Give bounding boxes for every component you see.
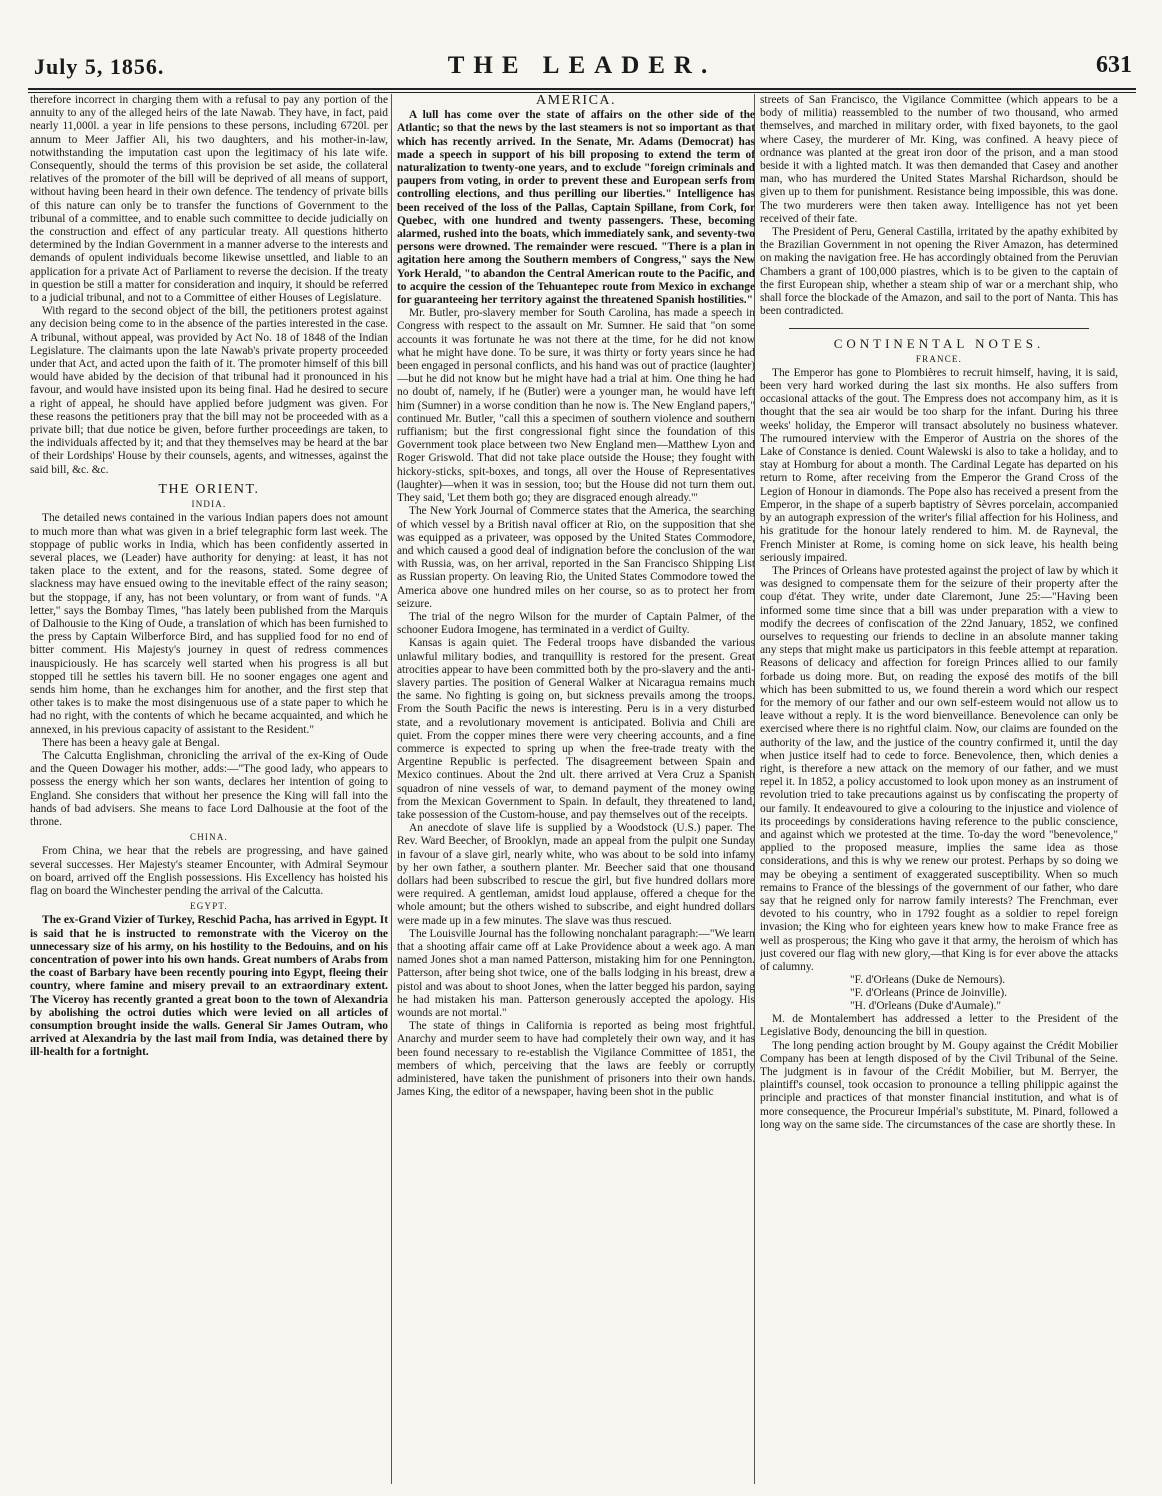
article-paragraph: With regard to the second object of the bill, the petitioners protest against any decision being come to in the absence of the parties interested in the case. A tribunal, without appeal, was provided by Act No. 18 of 1848 of the Indian Legislature. The claimants upon the late Nawab's private property proceeded under that Act, and acted upon the faith of it. The promoter himself of this bill would have abided by the decision of that tribunal had it pronounced in his favour, and would have insisted upon its being final. Had he desired to secure a right of appeal, he should have applied before judgment was given. For these reasons the petitioners pray that the bill may not be proceeded with as a private bill; that due notice be given, before further proceedings are taken, to the individuals affected by it; and that they themselves may be heard at the bar of their Lordships' House by their counsels, agents, and witnesses, against the said bill, &c. &c. (30, 305, 388, 476)
article-paragraph: The ex-Grand Vizier of Turkey, Reschid Pacha, has arrived in Egypt. It is said that he is instructed to remonstrate with the Viceroy on the unnecessary size of his army, on his hostility to the Bedouins, and on his concentration of power into his own hands. Great numbers of Arabs from the coast of Barbary have been recently pouring into Egypt, fleeing their country, where famine and misery prevail to an extraordinary extent. The Viceroy has recently granted a great boon to the town of Alexandria by abolishing the octroi duties which were levied on all articles of consumption brought inside the walls. General Sir James Outram, who arrived at Alexandria by the last mail from India, was detained there by ill-health for a fortnight. (30, 914, 388, 1059)
article-paragraph: The Louisville Journal has the following nonchalant paragraph:—"We learn that a shooting affair came off at Lake Providence about a week ago. A man named Jones shot a man named Patterson, mistaking him for one Pennington. Patterson, after being shot twice, one of the balls lodging in his breast, drew a pistol and was about to shoot Jones, when the latter begged his pardon, saying he had mistaken his man. Patterson generously accepted the apology. His wounds are not mortal." (397, 927, 755, 1020)
article-paragraph: The New York Journal of Commerce states that the America, the searching of which vessel by a British naval officer at Rio, on the supposition that she was equipped as a privateer, was opposed by the United States Commodore, and which caused a good deal of indignation before the conclusion of the war with Russia, was, on her arrival, reported in the San Francisco Shipping List as Russian property. On leaving Rio, the United States Commodore towed the America above one hundred miles on her course, so as to protect her from seizure. (397, 505, 755, 610)
column-right (760, 94, 1118, 1492)
section-heading-continental: CONTINENTAL NOTES. (833, 336, 1045, 352)
masthead-rule (28, 88, 1136, 90)
article-paragraph: The trial of the negro Wilson for the murder of Captain Palmer, of the schooner Eudora Imogene, has terminated in a verdict of Guilty. (397, 610, 755, 637)
signature-line: "H. d'Orleans (Duke d'Aumale)." (850, 1000, 1001, 1013)
article-paragraph: The Princes of Orleans have protested against the project of law by which it was designed to compensate them for the seizure of their property after the coup d'état. They write, under date Claremont, June 25:—"Having been informed some time since that a bill was under preparation with a view to modify the decrees of confiscation of the 22nd January, 1852, we confined ourselves to requesting our friends to decline in an absolute manner taking any steps that might make us participators in this feeble attempt at reparation. Reasons of delicacy and affection for foreign Princes allied to our family forbade us doing more. But, on reading the exposé des motifs of the bill which has been submitted to us, we found therein a word which our respect for the memory of our father and our own self-esteem would not allow us to leave without a reply. It is the word bienveillance. Benevolence can only be exercised where there is no rightful claim. Now, our claims are founded on the authority of the law, and the justice of the country confirmed it, until the day when justice itself had to cede to force. Benevolence, then, which denies a right, is therefore a new attack on the memory of our father, and we must repel it. In 1852, a policy accustomed to look upon money as an instrument of revolution tried to take precautions against us by confiscating the property of our family. It endeavoured to give a colouring to the injustice and violence of its proceedings by considerations having reference to the public conscience, and against which we protested at the time. To-day the word "benevolence," applied to the proposed measure, implies the same idea as those considerations, and this is why we renew our protest. Perhaps by so doing we may be obeying a sentiment of exaggerated susceptibility. When so much remains to France of the blessings of the government of our father, who dare say that he reigned only for narrow family interests? The Frenchman, ever devoted to his country, who in 1792 fought as a soldier to repel foreign invasion; the King who for eighteen years knew how to make France free as well as prosperous; the King who gave it that army, the heroism of which has just covered our flag with new glory,—that King is for ever above the attacks of calumny. (760, 564, 1118, 973)
signature-line: "F. d'Orleans (Prince de Joinville). (850, 987, 1007, 1000)
signature-line: "F. d'Orleans (Duke de Nemours). (850, 974, 1006, 987)
issue-date: July 5, 1856. (34, 54, 165, 79)
section-divider (789, 328, 1089, 329)
article-paragraph: therefore incorrect in charging them with a refusal to pay any portion of the annuity to any of the alleged heirs of the late Nawab. They have, in fact, paid nearly 11,000l. a year in life pensions to these persons, including 6720l. per annum to Meer Jaffier Ali, his two daughters, and his mother-in-law, notwithstanding the imputation cast upon the legitimacy of his late wife. Consequently, should the terms of this provision be set aside, the collateral relatives of the promoter of the bill will be deprived of all means of support, without having been heard in their own defence. The tendency of private bills of this nature can only be to transfer the functions of Government to the tribunal of a committee, and to enable such committee to decide judicially on the construction and effect of any particular treaty. All questions hitherto determined by the Indian Government in a manner adverse to the interests and demands of opulent individuals become likewise unsettled, and liable to an application for a private Act of Parliament to reverse the decision. If the treaty in question be still a matter for consideration and inquiry, it should be referred to a judicial tribunal, and not to a Committee of either Houses of Legislature. (30, 94, 388, 305)
masthead (28, 50, 1136, 90)
article-paragraph: The state of things in California is reported as being most frightful. Anarchy and murder seem to have had completely their own way, and it has been found necessary to re-establish the Vigilance Committee of 1851, the members of which, perceiving that the laws are feebly or corruptly administered, have taken the punishment of prisoners into their own hands. James King, the editor of a newspaper, having been shot in the public (397, 1020, 755, 1099)
section-heading-orient: THE ORIENT. (158, 481, 260, 497)
article-paragraph: The Calcutta Englishman, chronicling the arrival of the ex-King of Oude and the Queen Dowager his mother, adds:—"The good lady, who appears to possess the energy which her son wants, declares her intention of going to England. She considers that without her presence the King will fall into the hands of bad advisers. She means to face Lord Dalhousie at the foot of the throne. (30, 749, 388, 828)
subheading-france: FRANCE. (915, 353, 963, 364)
subheading-china: CHINA. (190, 832, 228, 843)
page-number: 631 (1096, 52, 1132, 78)
article-paragraph: From China, we hear that the rebels are progressing, and have gained several successes. Her Majesty's steamer Encounter, with Admiral Seymour on board, arrived off the English possessions. His Excellency has hoisted his flag on board the Winchester pending the arrival of the Calcutta. (30, 845, 388, 897)
article-paragraph: Mr. Butler, pro-slavery member for South Carolina, has made a speech in Congress with respect to the assault on Mr. Sumner. He said that "on some accounts it was fortunate he was not there at the time, for he did not know what he might have done. To be sure, it was thirty or forty years since he had been engaged in personal conflicts, and his hand was out of practice (laughter)—but he did not know but he might have had a trial at him. One thing he had no doubt of, namely, if he (Butler) were a younger man, he would have left him (Sumner) in a worse condition than he now is. The New England papers," continued Mr. Butler, "call this a specimen of southern violence and southern ruffianism; but the first congressional fight since the foundation of this Government took place between two New England men—Matthew Lyon and Roger Griswold. That did not take place outside the House; they fought with hickory-sticks, spit-boxes, and tongs, all over the House of Representatives (laughter)—when it was in session, too; but the House did not turn them out. They said, 'Let them both go; they are disgraced enough already.'" (397, 307, 755, 505)
subheading-india: INDIA. (191, 499, 227, 510)
article-paragraph: An anecdote of slave life is supplied by a Woodstock (U.S.) paper. The Rev. Ward Beecher, of Brooklyn, made an appeal from the pulpit one Sunday in favour of a slave girl, nearly white, who was about to be sold into infamy by her own father, a southern planter. Mr. Beecher said that one thousand dollars had been subscribed to rescue the girl, but five hundred dollars more were required. A gentleman, amidst loud applause, offered a cheque for the whole amount; but the others wished to subscribe, and eight hundred dollars were made up in a few minutes. The slave was thus rescued. (397, 822, 755, 927)
article-paragraph: The detailed news contained in the various Indian papers does not amount to much more than what was given in a brief telegraphic form last week. The stoppage of public works in India, which has been confidently asserted in several places, we (Leader) have authority for denying: at least, it has not taken place to the extent, and for the reasons, stated. Some degree of slackness may have ensued owing to the inevitable effect of the rainy season; but the stoppage, if any, has not been voluntary, or from want of funds. "A letter," says the Bombay Times, "has lately been published from the Marquis of Dalhousie to the King of Oude, a translation of which has been furnished to the press by Captain Wilberforce Bird, and has supplied food for no end of bitter comment. His Majesty's journey in quest of redress commences inauspiciously. He has scarcely well started when his progress is all but stopped till he settles his tavern bill. He no sooner engages one agent and sends him home, than he exchanges him for another, and the first step that other takes is to make the most disingenuous use of a state paper to which he had no right, with the contents of which he became acquainted, and which he annexed, in his previous capacity of assistant to the Resident." (30, 512, 388, 736)
article-paragraph: The long pending action brought by M. Goupy against the Crédit Mobilier Company has been at length disposed of by the Civil Tribunal of the Seine. The judgment is in favour of the Crédit Mobilier, but M. Berryer, the plaintiff's counsel, took occasion to pronounce a telling philippic against the principle and practices of that monster financial institution, and what is of more consequence, the Procureur Impérial's substitute, M. Pinard, followed a long way on the same side. The circumstances of the case are shortly these. In (760, 1039, 1118, 1131)
section-heading-america: AMERICA. (535, 94, 617, 108)
newspaper-title: THE LEADER. (447, 52, 717, 79)
column-divider (391, 94, 392, 1484)
column-middle (397, 94, 755, 1492)
article-paragraph: A lull has come over the state of affairs on the other side of the Atlantic; so that the news by the last steamers is not so important as that which has recently arrived. In the Senate, Mr. Adams (Democrat) has made a speech in support of his bill proposing to extend the term of naturalization to twenty-one years, and to exclude "foreign criminals and paupers from voting, in order to prevent these and European serfs from controlling elections, and thus perilling our liberties." Intelligence has been received of the loss of the Pallas, Captain Spillane, from Cork, for Quebec, with one hundred and twenty passengers. These, becoming alarmed, rushed into the boats, which immediately sank, and seventy-two persons were drowned. The remainder were rescued. "There is a plan in agitation here among the Southern members of Congress," says the New York Herald, "to abandon the Central American route to the Pacific, and to acquire the cession of the Tehuantepec route from Mexico in exchange for guaranteeing her territory against the threatened Spanish hostilities." (397, 109, 755, 307)
article-paragraph: streets of San Francisco, the Vigilance Committee (which appears to be a body of militia) reassembled to the number of two thousand, who armed themselves, and marched in military order, with fixed bayonets, to the gaol where Casey, the murderer of Mr. King, was confined. A heavy piece of ordnance was planted at the great iron door of the prison, and a man stood beside it with a lighted match. It was then demanded that Casey and another man, who has murdered the United States Marshal Richardson, should be given up to them for punishment. Resistance being impossible, this was done. The two murderers were then taken away. Intelligence has not yet been received of their fate. (760, 94, 1118, 225)
column-left (30, 94, 388, 1492)
masthead-rule-thin (28, 92, 1136, 93)
article-paragraph: The Emperor has gone to Plombières to recruit himself, having, it is said, been very hard worked during the last six months. He also suffers from occasional attacks of the gout. The Empress does not accompany him, as it is thought that the sea air would be too sharp for the infant. During his three weeks' holiday, the Emperor will transact absolutely no business whatever. The rumoured interview with the Emperor of Austria on the shores of the Lake of Constance is denied. Count Walewski is also to take a holiday, and to stay at Homburg for about a month. The Cardinal Legate has departed on his return to Rome, after receiving from the Emperor the Grand Cross of the Legion of Honour in diamonds. The Pope also has received a present from the Emperor, in the shape of a superb baptistry of Sèvres porcelain, accompanied by an autograph expression of the writer's filial affection for his Holiness, and his gratitude for the honour lately rendered to him. M. de Rayneval, the French Minister at Rome, is coming home on sick leave, his health being seriously impaired. (760, 366, 1118, 564)
subheading-egypt: EGYPT. (190, 901, 228, 912)
article-paragraph: Kansas is again quiet. The Federal troops have disbanded the various unlawful military bodies, and tranquillity is restored for the present. Great atrocities appear to have been committed both by the pro-slavery and the anti-slavery parties. The position of General Walker at Nicaragua remains much the same. No fighting is going on, but sickness prevails among the troops. From the South Pacific the news is interesting. Peru is in a very disturbed state, and a revolutionary movement is anticipated. Bolivia and Chili are quiet. From the copper mines there were very cheering accounts, and a fine commerce is expected to spring up when the free-trade treaty with the Argentine Republic is perfected. The disagreement between Spain and Mexico continues. About the 2nd ult. there arrived at Vera Cruz a Spanish squadron of nine vessels of war, to demand payment of the money owing from the Mexican Government to Spain. In default, they threatened to land, take possession of the Custom-house, and pay themselves out of the receipts. (397, 637, 755, 821)
article-paragraph: The President of Peru, General Castilla, irritated by the apathy exhibited by the Brazilian Government in not opening the River Amazon, has determined on making the navigation free. He has accordingly obtained from the Peruvian Chambers a grant of 100,000 piastres, which is to be given to the captain of the first European ship, whether a steam ship of war or a merchant ship, who shall force the blockade of the Amazon, and sail to the port of Nanta. This has been contradicted. (760, 226, 1118, 318)
article-paragraph: M. de Montalembert has addressed a letter to the President of the Legislative Body, denouncing the bill in question. (760, 1013, 1118, 1039)
article-paragraph: There has been a heavy gale at Bengal. (42, 736, 220, 749)
